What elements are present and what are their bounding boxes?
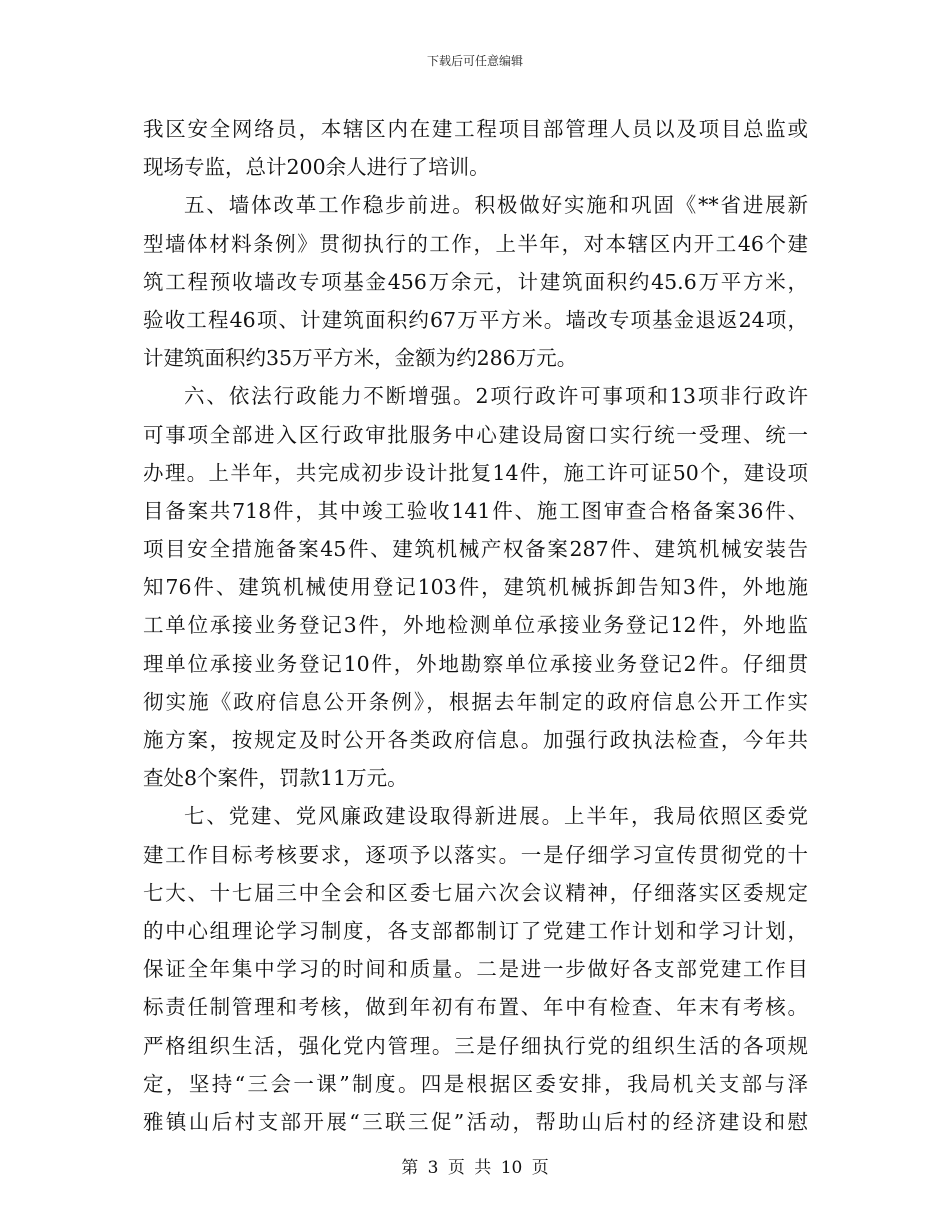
text-line: 知76件、建筑机械使用登记103件，建筑机械拆卸告知3件，外地施 (143, 575, 808, 600)
text-line: 保证全年集中学习的时间和质量。二是进一步做好各支部党建工作目 (143, 957, 808, 982)
text-line: 计建筑面积约35万平方米，金额为约286万元。 (143, 346, 578, 371)
paragraph-start-line: 六、依法行政能力不断增强。2项行政许可事项和13项非行政许 (184, 384, 808, 409)
text-line: 现场专监，总计200余人进行了培训。 (143, 155, 490, 180)
text-line: 项目安全措施备案45件、建筑机械产权备案287件、建筑机械安装告 (143, 537, 808, 562)
text-line: 办理。上半年，共完成初步设计批复14件，施工许可证50个，建设项 (143, 460, 808, 485)
paragraph-start-line: 七、党建、党风廉政建设取得新进展。上半年，我局依照区委党 (184, 804, 808, 829)
text-line: 理单位承接业务登记10件，外地勘察单位承接业务登记2件。仔细贯 (143, 651, 808, 676)
text-line: 我区安全网络员，本辖区内在建工程项目部管理人员以及项目总监或 (143, 117, 808, 141)
text-line: 七大、十七届三中全会和区委七届六次会议精神，仔细落实区委规定 (143, 880, 808, 905)
text-line: 型墙体材料条例》贯彻执行的工作，上半年，对本辖区内开工46个建 (143, 231, 808, 256)
text-line: 严格组织生活，强化党内管理。三是仔细执行党的组织生活的各项规 (143, 1033, 808, 1058)
text-line: 的中心组理论学习制度，各支部都制订了党建工作计划和学习计划， (143, 918, 808, 943)
text-line: 彻实施《政府信息公开条例》，根据去年制定的政府信息公开工作实 (143, 689, 808, 714)
text-line: 目备案共718件，其中竣工验收141件、施工图审查合格备案36件、 (143, 498, 808, 523)
page-header: 下载后可任意编辑 (426, 54, 523, 68)
text-line: 工单位承接业务登记3件，外地检测单位承接业务登记12件，外地监 (143, 613, 808, 638)
paragraph-start-line: 五、墙体改革工作稳步前进。积极做好实施和巩固《**省进展新 (184, 193, 808, 218)
text-line: 建工作目标考核要求，逐项予以落实。一是仔细学习宣传贯彻党的十 (143, 842, 808, 867)
text-line: 筑工程预收墙改专项基金456万余元，计建筑面积约45.6万平方米， (143, 269, 808, 294)
text-line: 查处8个案件，罚款11万元。 (143, 766, 408, 791)
document-body (143, 110, 808, 1141)
text-line: 定，坚持“三会一课”制度。四是根据区委安排，我局机关支部与泽 (143, 1071, 808, 1096)
text-line: 雅镇山后村支部开展“三联三促”活动，帮助山后村的经济建设和慰 (143, 1109, 808, 1134)
text-line: 验收工程46项、计建筑面积约67万平方米。墙改专项基金退返24项， (143, 307, 808, 332)
text-line: 可事项全部进入区行政审批服务中心建设局窗口实行统一受理、统一 (143, 422, 808, 447)
text-line: 施方案，按规定及时公开各类政府信息。加强行政执法检查，今年共 (143, 728, 808, 752)
page-number-footer: 第 3 页 共 10 页 (401, 1158, 549, 1178)
text-line: 标责任制管理和考核，做到年初有布置、年中有检查、年末有考核。 (143, 995, 808, 1020)
